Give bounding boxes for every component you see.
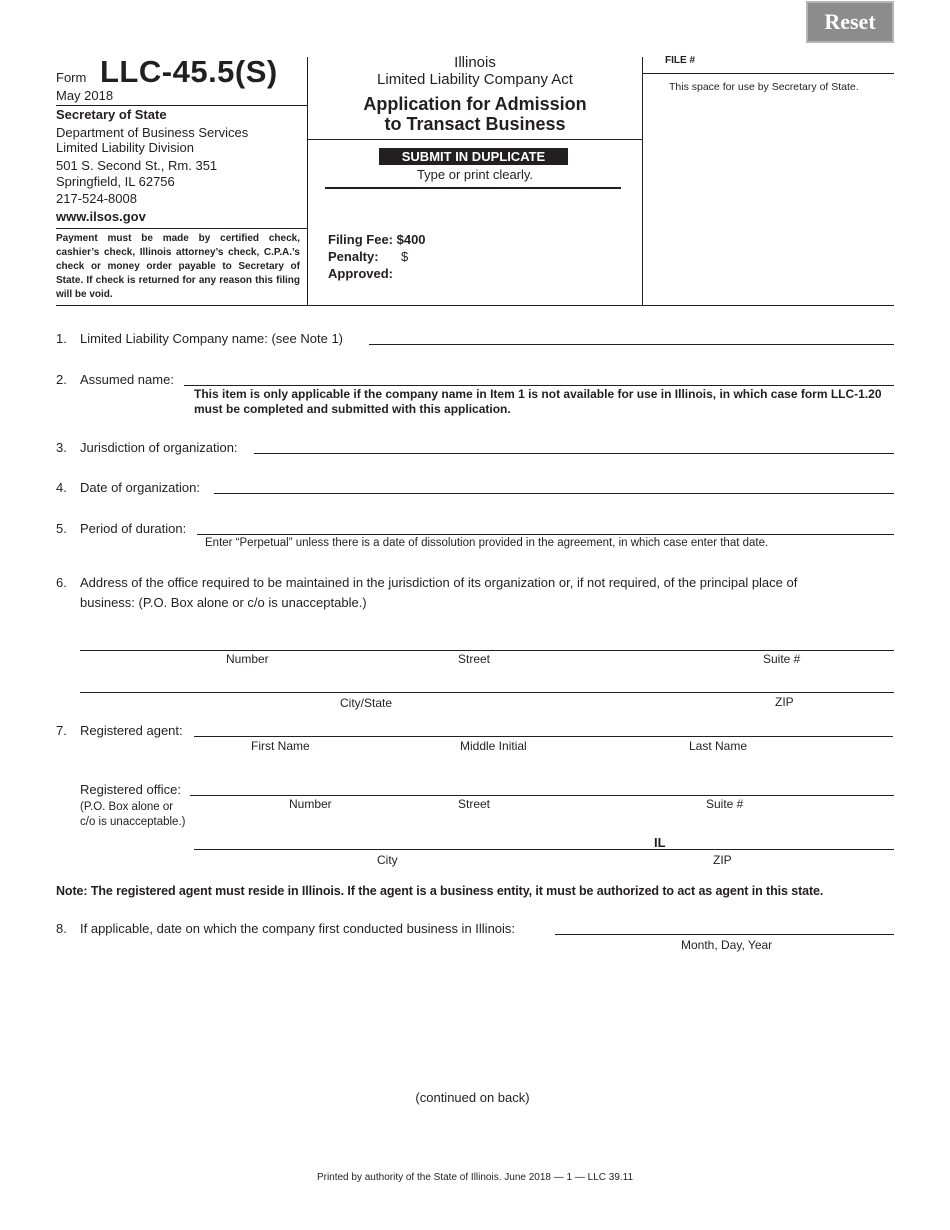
item-2-note: This item is only applicable if the company name in Item 1 is not available for use in Illinois, in which case form LLC-1.20 must be completed and submitted with this application. (194, 387, 882, 416)
llc-name-field[interactable] (369, 344, 894, 345)
payment-divider (56, 228, 307, 229)
item-7-number: 7. (56, 723, 67, 738)
agent-middle-initial-label: Middle Initial (460, 739, 527, 753)
header-divider (56, 105, 307, 106)
office-number-label: Number (289, 797, 332, 811)
assumed-name-field[interactable] (184, 385, 894, 386)
penalty-symbol: $ (401, 249, 409, 264)
item-5-note: Enter “Perpetual” unless there is a date of dissolution provided in the agreement, in which case enter that date. (205, 537, 769, 549)
approved-label: Approved: (328, 266, 393, 281)
type-print-note: Type or print clearly. (416, 167, 534, 182)
item-2-number: 2. (56, 372, 67, 387)
act-name: Limited Liability Company Act (377, 71, 573, 88)
item-6-suite-label: Suite # (763, 652, 801, 666)
form-title-line2: to Transact Business (384, 114, 566, 134)
website: www.ilsos.gov (56, 209, 146, 224)
registered-agent-field[interactable] (194, 736, 893, 737)
business-start-date-field[interactable] (555, 934, 894, 935)
item-3-label: Jurisdiction of organization: (80, 440, 238, 455)
item-1-label: Limited Liability Company name: (see Note 1) (80, 331, 344, 346)
jurisdiction-field[interactable] (254, 453, 894, 454)
continued-note: (continued on back) (415, 1090, 530, 1105)
registered-office-note-1: (P.O. Box alone or (80, 801, 174, 813)
title-divider (308, 139, 642, 140)
item-6-zip-label: ZIP (775, 695, 794, 709)
filing-fee: Filing Fee: $400 (328, 232, 426, 247)
state-name: Illinois (454, 54, 496, 71)
penalty-label: Penalty: (328, 249, 379, 264)
item-6-line1: Address of the office required to be maintained in the jurisdiction of its organization or, if not required, of the principal place of (80, 575, 798, 590)
office-state: IL (654, 835, 666, 850)
phone-number: 217-524-8008 (56, 191, 137, 206)
item-1-number: 1. (56, 331, 67, 346)
office-city-state-field[interactable] (80, 692, 894, 693)
registered-office-label: Registered office: (80, 782, 181, 797)
address-line2: Springfield, IL 62756 (56, 174, 175, 189)
item-3-number: 3. (56, 440, 67, 455)
duration-field[interactable] (197, 534, 894, 535)
item-6-line2: business: (P.O. Box alone or c/o is unacceptable.) (80, 595, 367, 610)
form-title-line1: Application for Admission (363, 94, 587, 114)
office-title: Secretary of State (56, 107, 167, 122)
form-date: May 2018 (56, 88, 114, 103)
file-number-label: FILE # (665, 55, 696, 66)
office-zip-label: ZIP (713, 853, 732, 867)
payment-note: Payment must be made by certified check, cashier’s check, Illinois attorney’s check, C.P.A.’s check or money order payable to Secretary of State. If check is returned for any reason this filing will be void. (56, 233, 300, 300)
file-number-line[interactable] (642, 73, 894, 74)
office-suite-label: Suite # (706, 797, 744, 811)
item-8-label: If applicable, date on which the company first conducted business in Illinois: (80, 921, 516, 936)
header-bottom-rule (56, 305, 894, 306)
registered-office-field[interactable] (190, 795, 894, 796)
item-4-number: 4. (56, 480, 67, 495)
item-7-label: Registered agent: (80, 723, 183, 738)
submit-underline (325, 187, 621, 189)
dept-name: Department of Business Services (56, 125, 249, 140)
header-vline-right (642, 57, 643, 305)
item-5-label: Period of duration: (80, 521, 187, 536)
item-2-label: Assumed name: (80, 372, 174, 387)
office-city-zip-field[interactable] (194, 849, 894, 850)
office-address-field[interactable] (80, 650, 894, 651)
item-6-citystate-label: City/State (340, 696, 393, 710)
reset-button[interactable]: Reset (806, 1, 894, 43)
item-4-label: Date of organization: (80, 480, 200, 495)
item-6-number-label: Number (226, 652, 269, 666)
agent-note: Note: The registered agent must reside in Illinois. If the agent is a business entity, it must be authorized to act as agent in this state. (56, 884, 824, 898)
sos-space-note: This space for use by Secretary of State. (669, 81, 859, 93)
printed-authority: Printed by authority of the State of Illinois. June 2018 — 1 — LLC 39.11 (316, 1172, 634, 1183)
registered-office-note-2: c/o is unacceptable.) (80, 816, 186, 828)
submit-duplicate-banner: SUBMIT IN DUPLICATE (379, 148, 568, 165)
item-5-number: 5. (56, 521, 67, 536)
item-8-date-format: Month, Day, Year (681, 938, 773, 952)
address-line1: 501 S. Second St., Rm. 351 (56, 158, 218, 173)
form-number: LLC-45.5(S) (100, 54, 278, 89)
item-8-number: 8. (56, 921, 67, 936)
office-street-label: Street (458, 797, 491, 811)
organization-date-field[interactable] (214, 493, 894, 494)
agent-first-name-label: First Name (251, 739, 310, 753)
item-6-street-label: Street (458, 652, 491, 666)
item-6-number: 6. (56, 575, 67, 590)
office-city-label: City (377, 853, 398, 867)
division-name: Limited Liability Division (56, 140, 194, 155)
form-word: Form (56, 70, 87, 85)
agent-last-name-label: Last Name (689, 739, 748, 753)
